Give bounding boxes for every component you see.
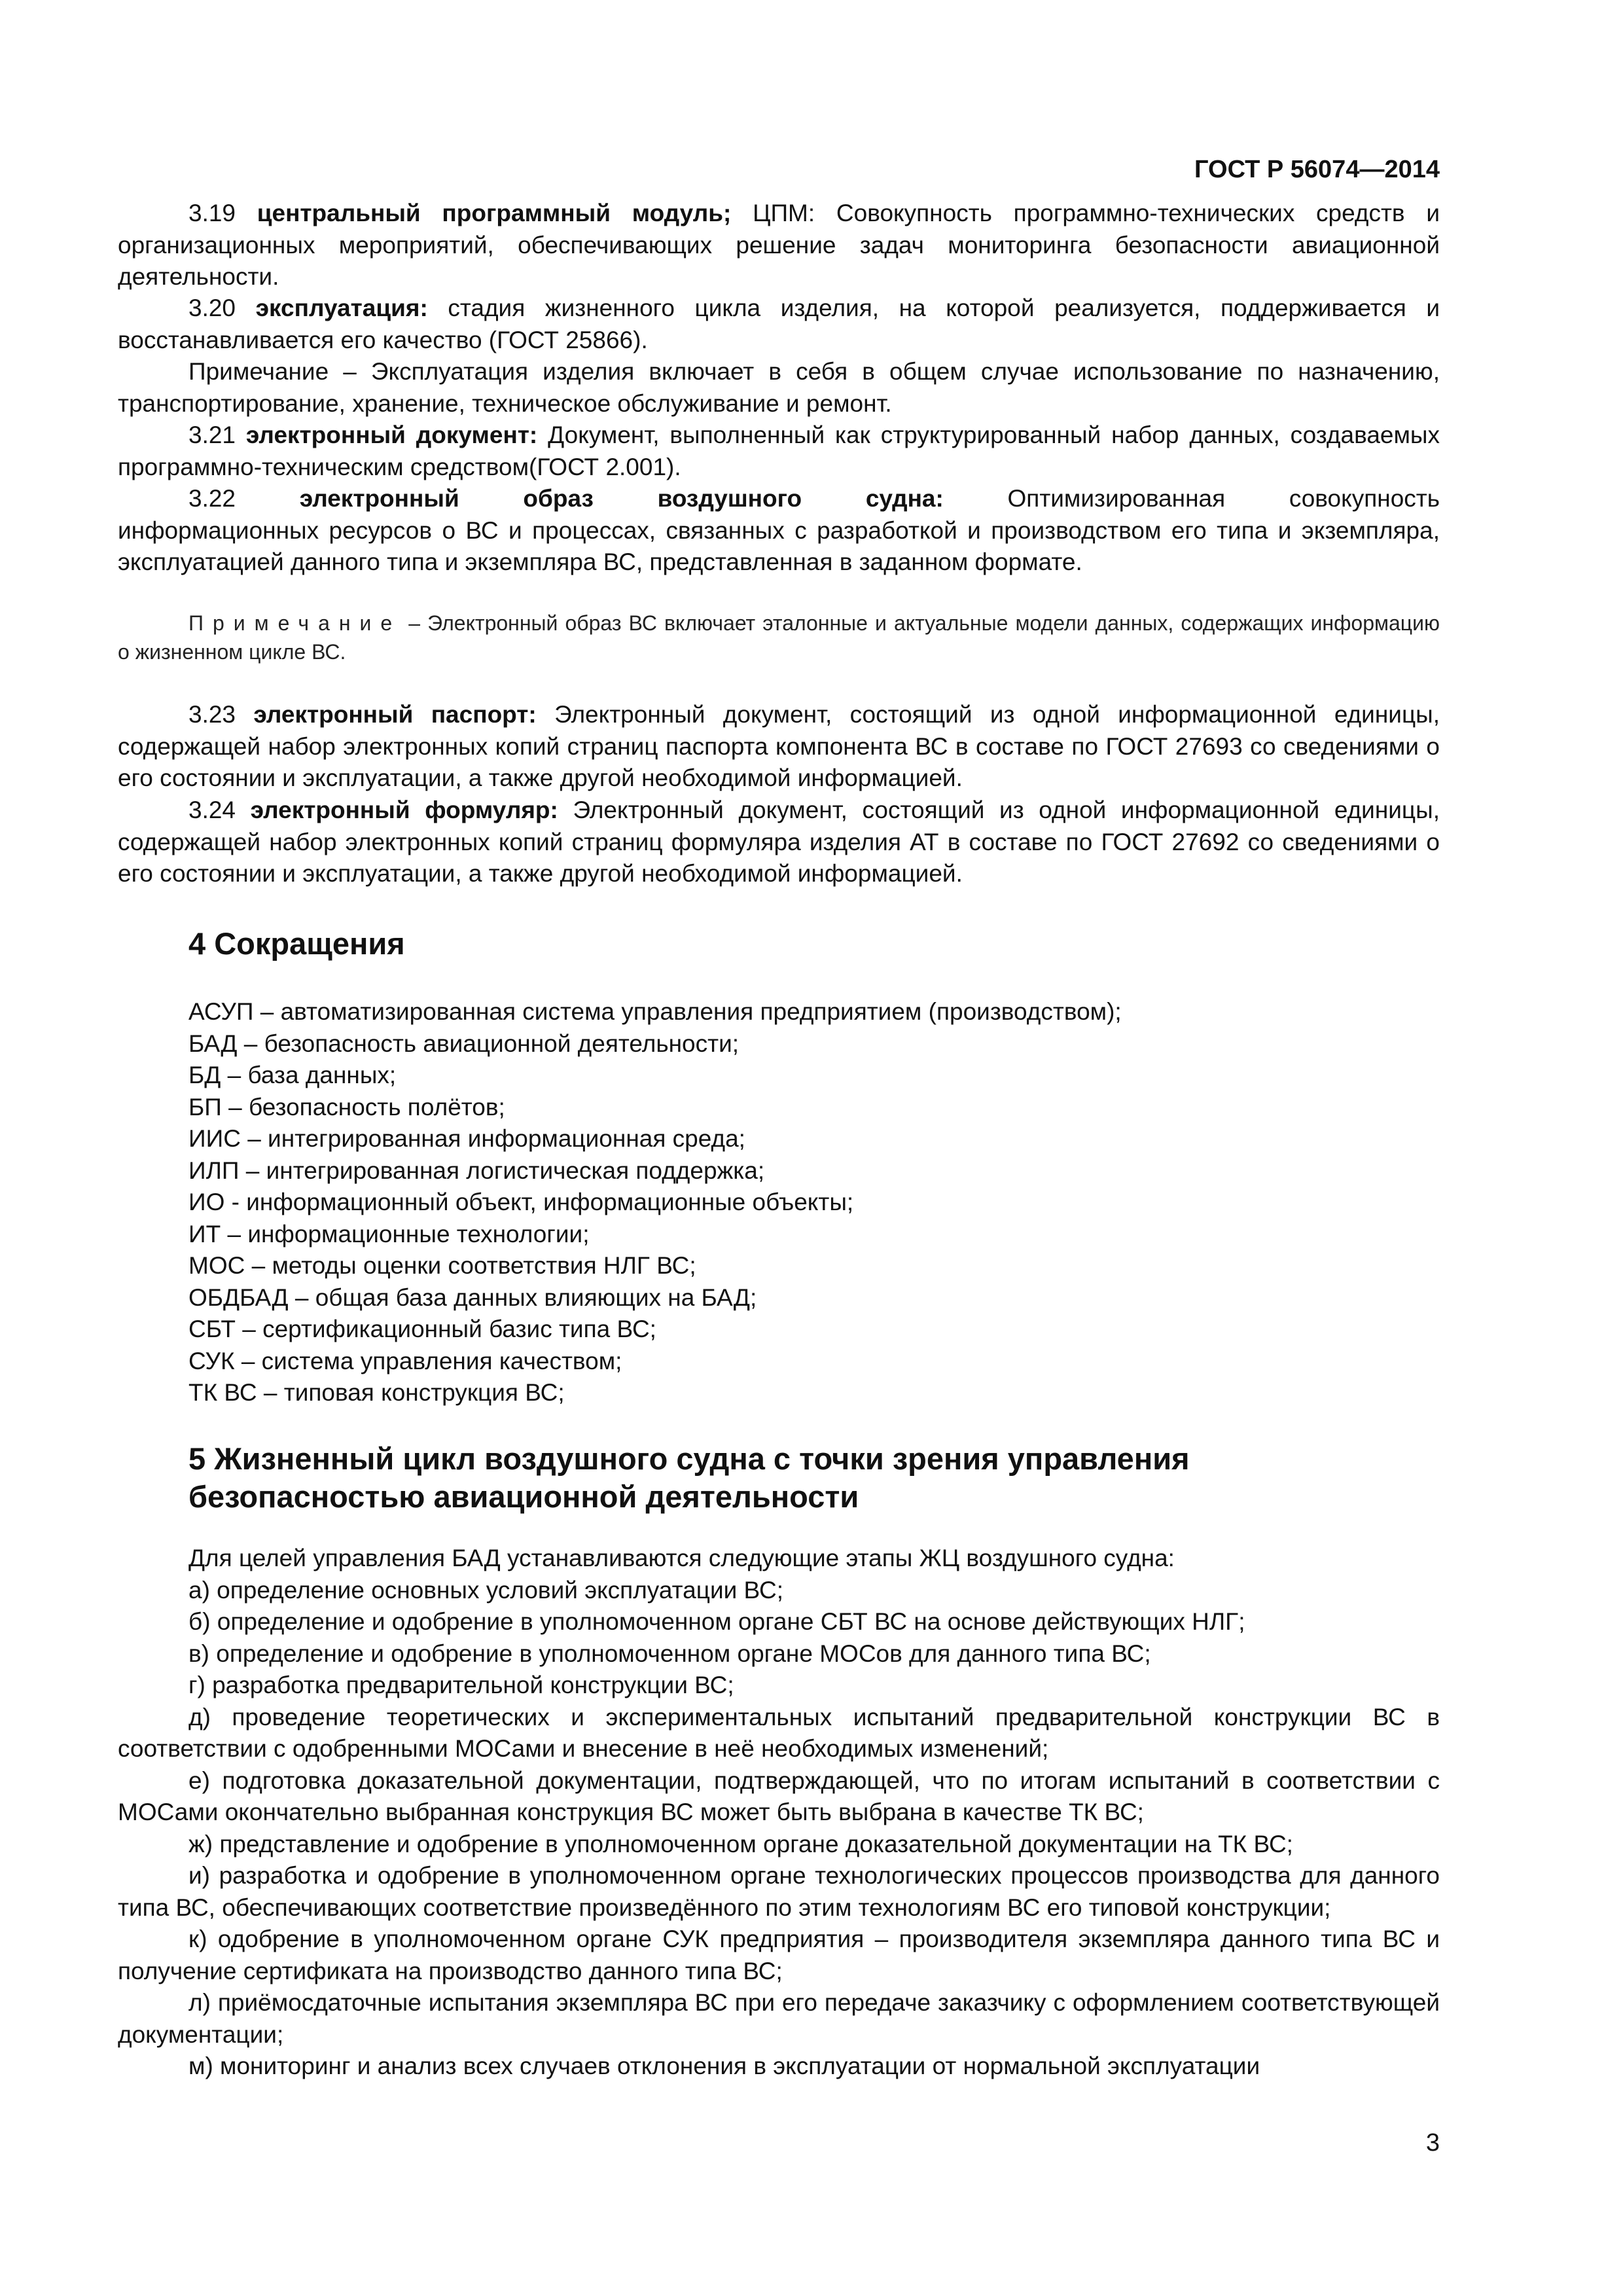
list-item: АСУП – автоматизированная система управления предприятием (производством); — [188, 998, 1122, 1025]
list-item: ОБДБАД – общая база данных влияющих на БАД; — [188, 1283, 757, 1311]
list-item: ж) представление и одобрение в уполномоченном органе доказательной документации на ТК ВС; — [188, 1830, 1293, 1857]
term-3-19 — [118, 198, 1440, 293]
term-3-20-note: Примечание – Эксплуатация изделия включает в себя в общем случае использование по назначению, транспортирование, хранение, техническое обслуживание и ремонт. — [118, 358, 1440, 417]
term-definition: Электронный документ, состоящий из одной информационной единицы, содержащей набор электронных копий страниц паспорта компонента ВС в составе по ГОСТ 27693 со сведениями о его состоянии и эксплуатации, а также другой необходимой информацией. — [118, 701, 1440, 791]
term-3-20 — [118, 293, 1440, 356]
term-3-22 — [118, 483, 1440, 579]
list-item: ИИС – интегрированная информационная среда; — [188, 1125, 745, 1152]
list-item: к) одобрение в уполномоченном органе СУК предприятия – производителя экземпляра данного типа ВС и получение сертификата на производство данного типа ВС; — [118, 1926, 1440, 1984]
term-definition: Электронный документ, состоящий из одной информационной единицы, содержащей набор электронных копий страниц формуляра изделия АТ в составе по ГОСТ 27692 со сведениями о его состоянии и эксплуатации, а также другой необходимой информацией. — [118, 797, 1440, 887]
list-item: ИЛП – интегрированная логистическая поддержка; — [188, 1157, 765, 1184]
term-definition: информационных ресурсов о ВС и процессах, связанных с разработкой и производством его типа и экземпляра, эксплуатацией данного типа и экземпляра ВС, представленная в заданном формате. — [118, 516, 1440, 575]
document-header: ГОСТ Р 56074—2014 — [1194, 156, 1440, 183]
section-5-body — [118, 1543, 1440, 2083]
term-number: 3.20 — [188, 295, 236, 321]
list-item: л) приёмосдаточные испытания экземпляра ВС при его передаче заказчику с оформлением соответствующей документации; — [118, 1989, 1440, 2048]
list-item: б) определение и одобрение в уполномоченном органе СБТ ВС на основе действующих НЛГ; — [188, 1608, 1245, 1635]
list-item: СУК – система управления качеством; — [188, 1347, 622, 1374]
section-5-title-line: безопасностью авиационной деятельности — [188, 1479, 859, 1514]
term-abbreviation: ЦПМ: — [753, 200, 815, 226]
term-3-24 — [118, 795, 1440, 890]
list-item: м) мониторинг и анализ всех случаев отклонения в эксплуатации от нормальной эксплуатации — [188, 2053, 1260, 2079]
list-item: ТК ВС – типовая конструкция ВС; — [188, 1379, 565, 1406]
list-item: а) определение основных условий эксплуатации ВС; — [188, 1576, 784, 1604]
note-label: Примечание — [188, 611, 402, 635]
term-name: центральный программный модуль; — [257, 200, 732, 226]
list-item: г) разработка предварительной конструкции ВС; — [188, 1672, 734, 1698]
term-name: электронный паспорт: — [253, 701, 537, 728]
term-name-word: образ — [523, 485, 594, 512]
term-number: 3.24 — [188, 797, 236, 823]
term-definition: Документ, выполненный как структурированный набор данных, создаваемых программно-техническим средством(ГОСТ 2.001). — [118, 422, 1440, 480]
list-item: ИТ – информационные технологии; — [188, 1220, 590, 1247]
term-definition-word: Оптимизированная — [1007, 485, 1226, 512]
section-5-intro: Для целей управления БАД устанавливаются следующие этапы ЖЦ воздушного судна: — [188, 1545, 1175, 1571]
term-3-21 — [118, 420, 1440, 483]
list-item: и) разработка и одобрение в уполномоченном органе технологических процессов производства для данного типа ВС, обеспечивающих соответствие произведённого по этим технологиям ВС его типовой конструкции; — [118, 1862, 1440, 1921]
term-number: 3.22 — [188, 485, 236, 512]
page-number: 3 — [1425, 2129, 1440, 2157]
term-number: 3.21 — [188, 422, 236, 448]
term-definition: Совокупность программно-технических средств и организационных мероприятий, обеспечивающих решение задач мониторинга безопасности авиационной деятельности. — [118, 200, 1440, 290]
abbreviations-list — [188, 996, 1432, 1409]
term-name: электронный формуляр: — [250, 797, 558, 823]
term-number: 3.19 — [188, 200, 236, 226]
list-item: БД – база данных; — [188, 1062, 397, 1088]
term-3-22-first-line — [118, 483, 1440, 515]
term-3-23 — [118, 699, 1440, 795]
list-item: в) определение и одобрение в уполномоченном органе МОСов для данного типа ВС; — [188, 1640, 1151, 1667]
term-number: 3.23 — [188, 701, 236, 728]
term-definition: стадия жизненного цикла изделия, на которой реализуется, поддерживается и восстанавливается его качество (ГОСТ 25866). — [118, 295, 1440, 353]
term-name-word: судна: — [865, 485, 944, 512]
list-item: МОС – методы оценки соответствия НЛГ ВС; — [188, 1252, 696, 1279]
list-item: ИО - информационный объект, информационные объекты; — [188, 1189, 854, 1215]
term-name-word: воздушного — [657, 485, 802, 512]
note-text: – Электронный образ ВС включает эталонные и актуальные модели данных, содержащих информацию о жизненном цикле ВС. — [118, 611, 1440, 664]
section-5-title — [188, 1440, 1419, 1516]
list-item: БАД – безопасность авиационной деятельности; — [188, 1030, 740, 1057]
list-item: е) подготовка доказательной документации, подтверждающей, что по итогам испытаний в соответствии с МОСами окончательно выбранная конструкция ВС может быть выбрана в качестве ТК ВС; — [118, 1767, 1440, 1825]
list-item: СБТ – сертификационный базис типа ВС; — [188, 1316, 656, 1342]
section-4-title: 4 Сокращения — [188, 926, 405, 961]
term-name-word: электронный — [299, 485, 459, 512]
list-item: БП – безопасность полётов; — [188, 1093, 505, 1121]
term-definition-word: совокупность — [1289, 485, 1440, 512]
section-5-title-line: 5 Жизненный цикл воздушного судна с точки зрения управления — [188, 1441, 1190, 1476]
list-item: д) проведение теоретических и экспериментальных испытаний предварительной конструкции ВС в соответствии с одобренными МОСами и внесение в неё необходимых изменений; — [118, 1703, 1440, 1762]
term-3-22-note — [118, 609, 1440, 666]
term-name: эксплуатация: — [255, 295, 428, 321]
term-name: электронный документ: — [245, 422, 538, 448]
